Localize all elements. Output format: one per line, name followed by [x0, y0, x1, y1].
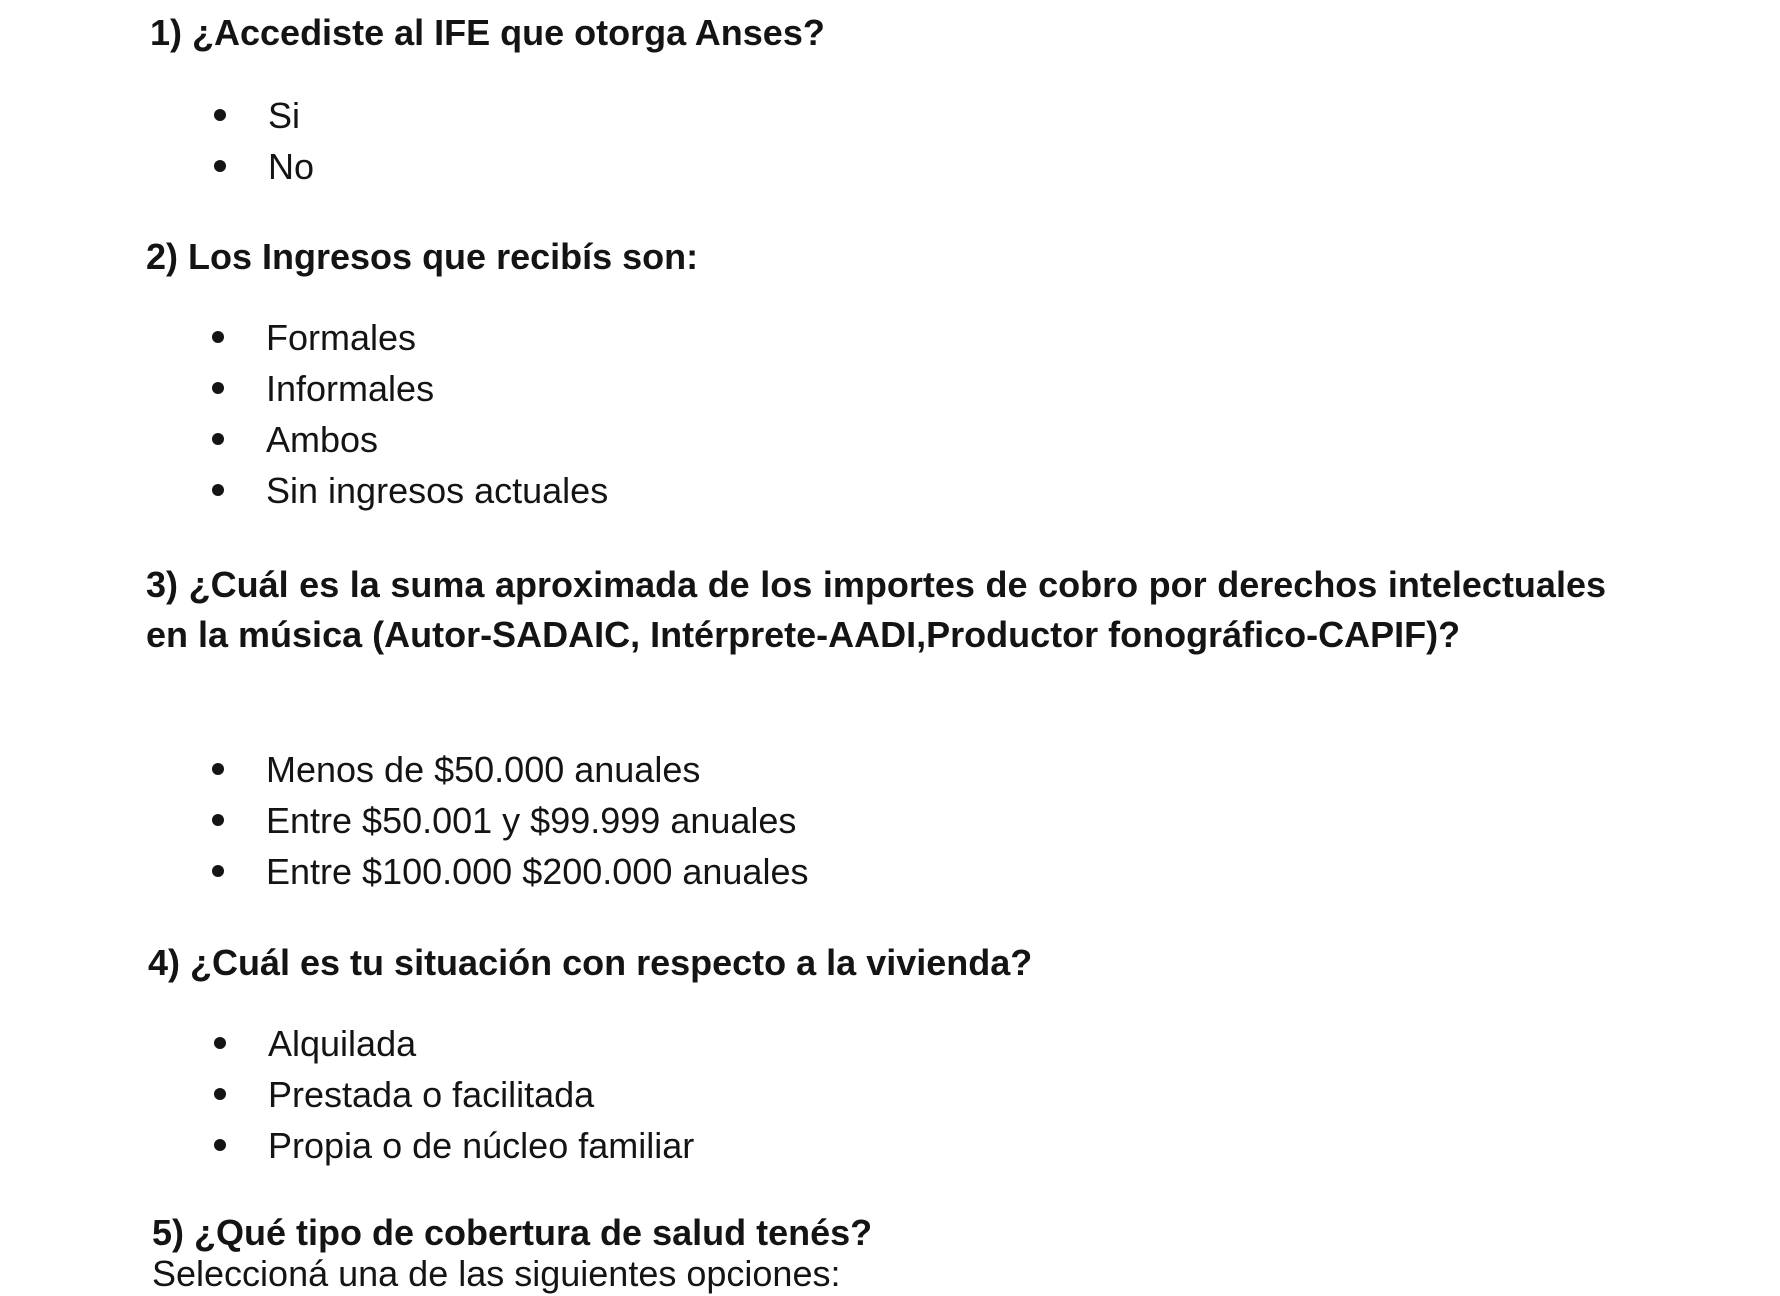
- question-4-option-alquilada[interactable]: [214, 1018, 694, 1069]
- option-label: Formales: [266, 317, 417, 358]
- option-label: Menos de $50.000 anuales: [266, 749, 701, 790]
- bullet-icon: [212, 433, 224, 445]
- option-label: Sin ingresos actuales: [266, 470, 609, 511]
- question-2-option-formales[interactable]: [212, 312, 608, 363]
- question-3-options: [212, 744, 808, 897]
- question-1-option-si[interactable]: [214, 90, 314, 141]
- question-3-option-50001-99999[interactable]: [212, 795, 808, 846]
- option-label: Alquilada: [268, 1023, 417, 1064]
- bullet-icon: [212, 763, 224, 775]
- question-2-option-informales[interactable]: [212, 363, 608, 414]
- option-label: Entre $100.000 $200.000 anuales: [266, 851, 809, 892]
- bullet-icon: [214, 1037, 226, 1049]
- question-4-option-prestada[interactable]: [214, 1069, 694, 1120]
- option-label: Prestada o facilitada: [268, 1074, 595, 1115]
- question-5-instruction: Seleccioná una de las siguientes opciones:: [152, 1253, 841, 1294]
- bullet-icon: [212, 814, 224, 826]
- question-2-option-sin-ingresos[interactable]: [212, 465, 608, 516]
- question-2-options: [212, 312, 608, 516]
- question-4-option-propia[interactable]: [214, 1120, 694, 1171]
- bullet-icon: [212, 382, 224, 394]
- bullet-icon: [212, 865, 224, 877]
- question-1-title: 1) ¿Accediste al IFE que otorga Anses?: [150, 12, 825, 53]
- bullet-icon: [214, 1088, 226, 1100]
- option-label: Ambos: [266, 419, 379, 460]
- question-1-option-no[interactable]: [214, 141, 314, 192]
- bullet-icon: [214, 109, 226, 121]
- question-4-options: [214, 1018, 694, 1171]
- question-1-options: [214, 90, 314, 192]
- question-3-option-100000-200000[interactable]: [212, 846, 808, 897]
- option-label: Entre $50.001 y $99.999 anuales: [266, 800, 797, 841]
- bullet-icon: [214, 1139, 226, 1151]
- option-label: Propia o de núcleo familiar: [268, 1125, 695, 1166]
- bullet-icon: [212, 331, 224, 343]
- question-5-title: 5) ¿Qué tipo de cobertura de salud tenés?: [152, 1212, 873, 1253]
- option-label: No: [268, 146, 315, 187]
- question-2-option-ambos[interactable]: [212, 414, 608, 465]
- question-3-option-menos-50000[interactable]: [212, 744, 808, 795]
- bullet-icon: [212, 484, 224, 496]
- option-label: Informales: [266, 368, 435, 409]
- question-3-title: 3) ¿Cuál es la suma aproximada de los importes de cobro por derechos intelectuales en la música (Autor-SADAIC, Intérprete-AADI,Productor fonográfico-CAPIF)?: [146, 564, 1606, 655]
- question-2-title: 2) Los Ingresos que recibís son:: [146, 236, 699, 277]
- bullet-icon: [214, 160, 226, 172]
- question-4-title: 4) ¿Cuál es tu situación con respecto a la vivienda?: [148, 942, 1033, 983]
- option-label: Si: [268, 95, 301, 136]
